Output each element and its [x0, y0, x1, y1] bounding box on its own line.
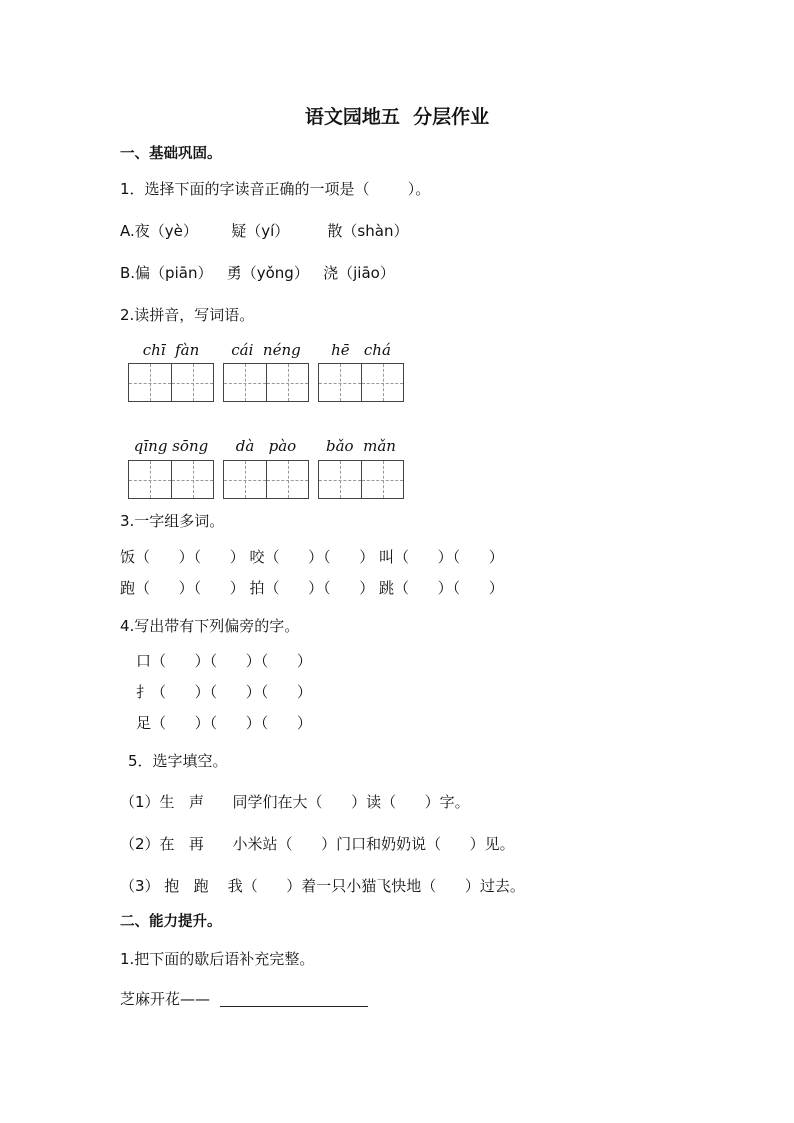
pinyin-label: qīng sōng: [133, 437, 209, 455]
writing-grid[interactable]: [223, 460, 309, 499]
question-5-item: （2）在 再 小米站（ ）门口和奶奶说（ ）见。: [120, 835, 515, 853]
question-1: 1．选择下面的字读音正确的一项是（ ）。: [120, 180, 431, 198]
pinyin-label: bǎo mǎn: [326, 437, 396, 455]
writing-grid[interactable]: [318, 460, 404, 499]
question-1-option-a: A.夜（yè） 疑（yí） 散（shàn）: [120, 222, 409, 240]
pinyin-label: cái néng: [231, 341, 301, 359]
writing-grid[interactable]: [318, 363, 404, 402]
xiehouyu-prompt: 芝麻开花——: [120, 990, 211, 1008]
question-4-line: 扌（ ）（ ）（ ）: [136, 683, 312, 701]
writing-grid[interactable]: [223, 363, 309, 402]
question-1-option-b: B.偏（piān） 勇（yǒng） 浇（jiāo）: [120, 264, 395, 282]
question-3-line: 跑（ ）（ ） 拍（ ）（ ） 跳（ ）（ ）: [120, 579, 504, 597]
section-heading-improvement: 二、能力提升。: [120, 914, 222, 930]
section-heading-basics: 一、基础巩固。: [120, 146, 222, 162]
pinyin-label: dà pào: [235, 437, 297, 455]
question-3: 3.一字组多词。: [120, 512, 225, 530]
pinyin-label: chī fàn: [142, 341, 200, 359]
question-4-line: 口（ ）（ ）（ ）: [136, 652, 312, 670]
question-3-line: 饭（ ）（ ） 咬（ ）（ ） 叫（ ）（ ）: [120, 548, 504, 566]
writing-grid[interactable]: [128, 363, 214, 402]
question-5-item: （1）生 声 同学们在大（ ）读（ ）字。: [120, 793, 470, 811]
question-4: 4.写出带有下列偏旁的字。: [120, 617, 300, 635]
pinyin-label: hē chá: [331, 341, 391, 359]
writing-grid[interactable]: [128, 460, 214, 499]
part2-question-1: 1.把下面的歇后语补充完整。: [120, 950, 315, 968]
answer-blank[interactable]: [220, 1006, 368, 1007]
question-4-line: 足（ ）（ ）（ ）: [136, 714, 312, 732]
question-5-item: （3） 抱 跑 我（ ）着一只小猫飞快地（ ）过去。: [120, 877, 525, 895]
page-title: 语文园地五 分层作业: [304, 106, 490, 128]
question-2: 2.读拼音，写词语。: [120, 306, 255, 324]
question-5: 5．选字填空。: [128, 752, 228, 770]
